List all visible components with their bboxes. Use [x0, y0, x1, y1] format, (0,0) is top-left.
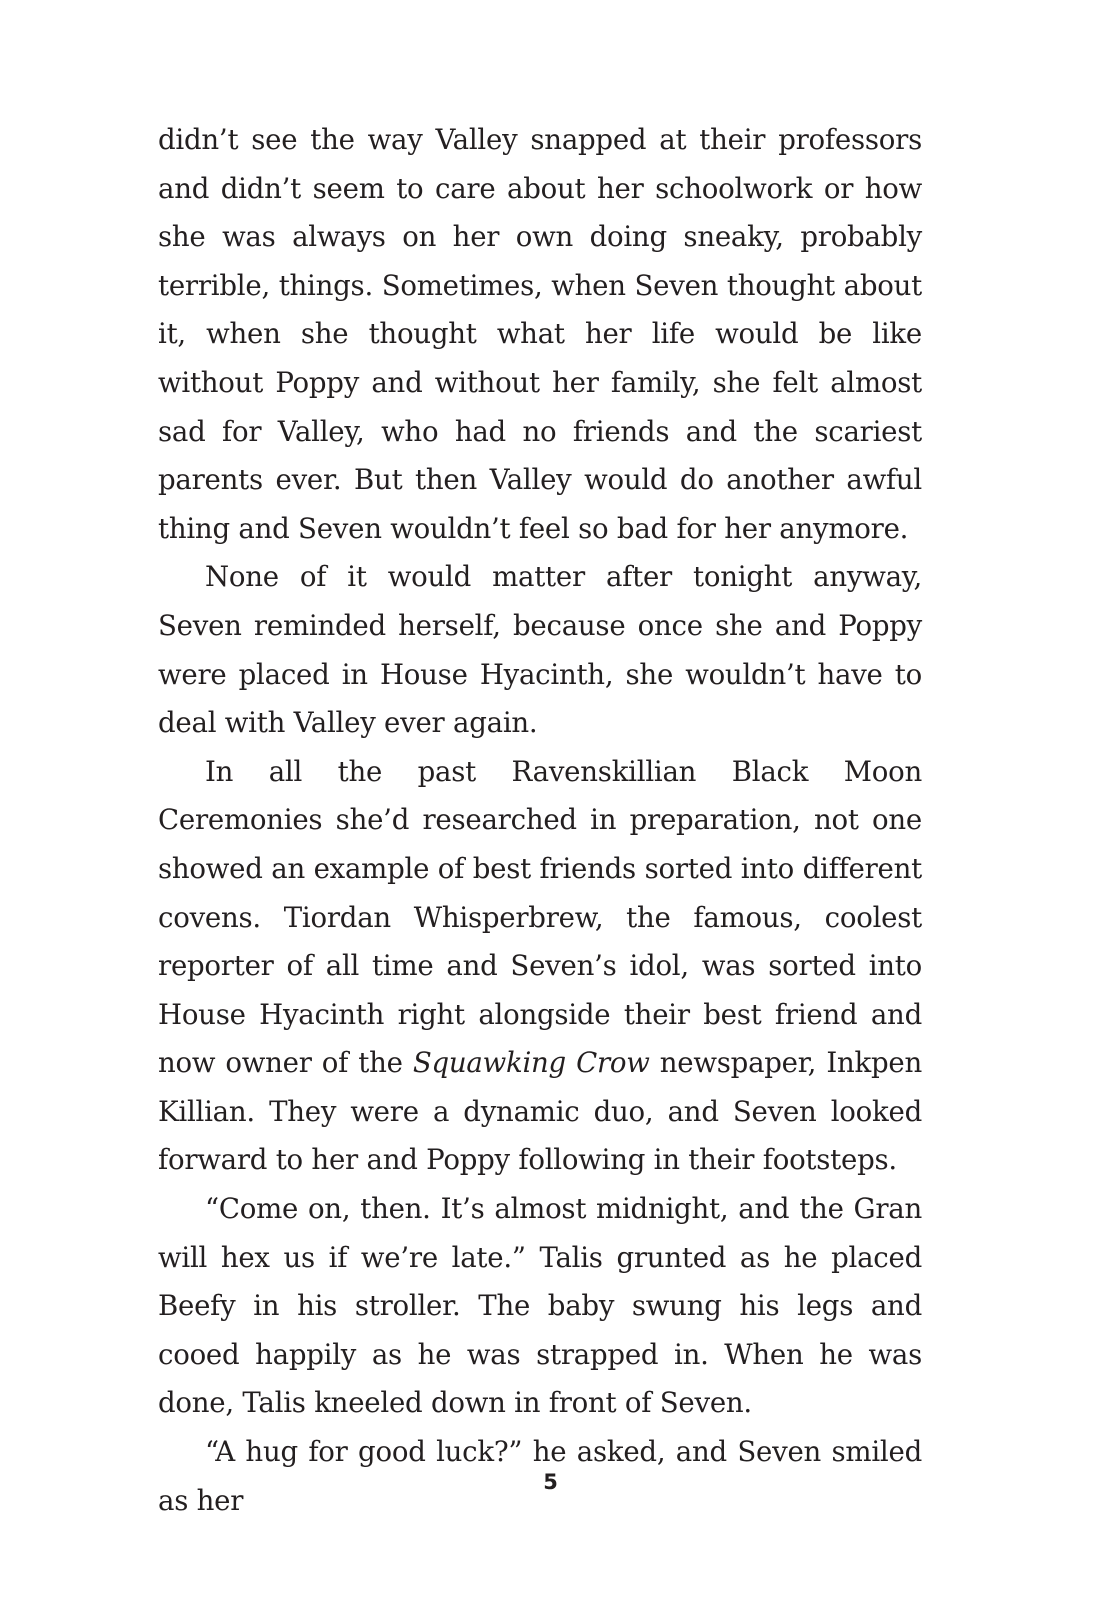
paragraph-3 — [158, 748, 922, 1185]
newspaper-title: Squawking Crow — [412, 1046, 650, 1080]
paragraph-2: None of it would matter after tonight anyway, Seven reminded herself, because once she and Poppy were placed in House Hyacinth, she wouldn’t have to deal with Valley ever again. — [158, 560, 922, 740]
body-text — [158, 116, 922, 1525]
page-number: 5 — [543, 1470, 558, 1494]
paragraph-1: didn’t see the way Valley snapped at their professors and didn’t seem to care about her schoolwork or how she was always on her own doing sneaky, probably terrible, things. Sometimes, when Seven thought about it, when she thought what her life would be like without Poppy and without her family, she felt almost sad for Valley, who had no friends and the scariest parents ever. But then Valley would do another awful thing and Seven wouldn’t feel so bad for her anymore. — [158, 123, 922, 545]
paragraph-3-text-before: In all the past Ravenskillian Black Moon Ceremonies she’d researched in preparation, not one showed an example of best friends sorted into different covens. Tiordan Whisperbrew, the famous, coolest reporter of all time and Seven’s idol, was sorted into House Hyacinth right alongside their best friend and now owner of the — [158, 754, 922, 1080]
paragraph-5: “A hug for good luck?” he asked, and Seven smiled as her — [158, 1435, 922, 1517]
paragraph-4: “Come on, then. It’s almost midnight, and the Gran will hex us if we’re late.” Talis grunted as he placed Beefy in his stroller. The baby swung his legs and cooed happily as he was strapped in. When he was done, Talis kneeled down in front of Seven. — [158, 1192, 922, 1420]
paragraph-3-text-after: newspaper, Inkpen Killian. They were a dynamic duo, and Seven looked forward to her and Poppy following in their footsteps. — [158, 1046, 922, 1177]
